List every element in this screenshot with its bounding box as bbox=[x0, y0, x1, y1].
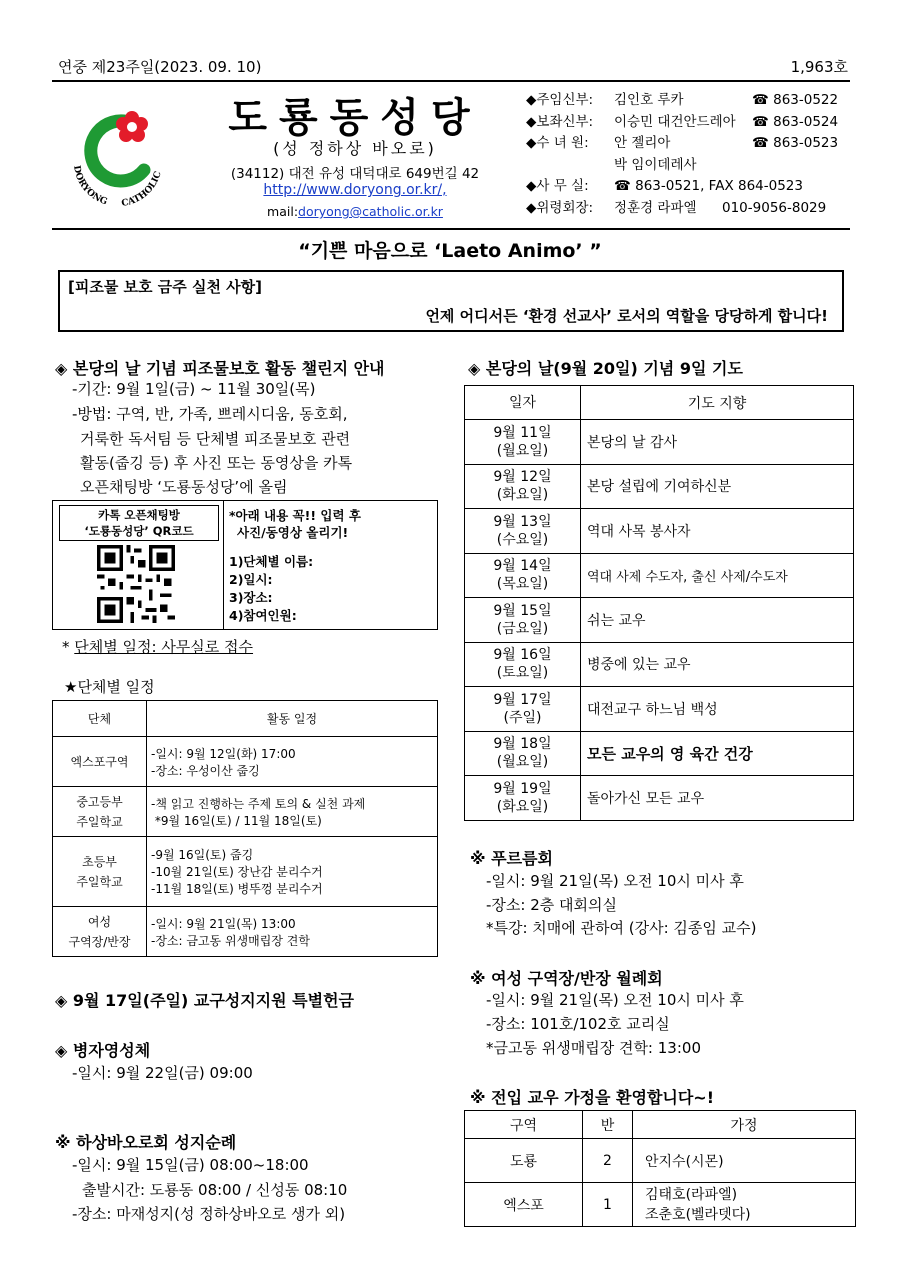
welcome-title: ※ 전입 교우 가정을 환영합니다~! bbox=[470, 1088, 715, 1107]
activity-line: *9월 16일(토) / 11월 18일(토) bbox=[151, 813, 322, 828]
table-header-cell: 구역 bbox=[465, 1111, 583, 1139]
challenge-line: 거룩한 독서팀 등 단체별 피조물보호 관련 bbox=[80, 430, 351, 448]
contact-name: 김인호 루카 bbox=[614, 92, 684, 108]
day-text: (주일) bbox=[503, 709, 542, 726]
challenge-line: 활동(줍깅 등) 후 사진 또는 동영상을 카톡 bbox=[80, 454, 353, 472]
table-header-cell: 가정 bbox=[633, 1111, 856, 1139]
date-cell bbox=[465, 420, 581, 465]
date-text: 9월 14일 bbox=[493, 558, 552, 575]
day-text: (수요일) bbox=[496, 531, 549, 548]
activity-cell bbox=[147, 787, 438, 837]
date-text: 9월 17일 bbox=[493, 691, 552, 708]
table-header-row bbox=[53, 701, 438, 737]
group-cell: 중고등부 주일학교 bbox=[53, 787, 147, 837]
date-cell bbox=[465, 731, 581, 776]
logo-text: DORYONG bbox=[71, 164, 109, 208]
challenge-line: 오픈채팅방 ‘도룡동성당’에 올림 bbox=[80, 478, 288, 496]
intent-cell: 본당 설립에 기여하신분 bbox=[581, 464, 854, 509]
contact-row bbox=[526, 133, 856, 155]
issue-number: 1,963호 bbox=[790, 58, 848, 76]
qr-heading-line: 카톡 오픈채팅방 bbox=[98, 508, 180, 522]
svg-text:CATHOLIC: CATHOLIC bbox=[120, 170, 164, 209]
pilgrimage-title: ※ 하상바오로회 성지순례 bbox=[55, 1133, 237, 1152]
purum-title: ※ 푸르름회 bbox=[470, 849, 553, 868]
schedule-note-text: 단체별 일정: 사무실로 접수 bbox=[74, 638, 254, 656]
activity-line: -11월 18일(토) 병뚜껑 분리수거 bbox=[151, 882, 323, 896]
qr-box bbox=[52, 500, 438, 630]
sick-communion-line: -일시: 9월 22일(금) 09:00 bbox=[72, 1064, 253, 1082]
day-text: (월요일) bbox=[496, 754, 549, 771]
area-cell: 도룡 bbox=[465, 1139, 583, 1183]
group-schedule-title: ★단체별 일정 bbox=[64, 678, 155, 696]
qr-field: 3)장소: bbox=[229, 590, 273, 605]
contact-row bbox=[526, 90, 856, 112]
contact-list bbox=[526, 90, 856, 219]
notice-heading: [피조물 보호 금주 실천 사항] bbox=[68, 278, 262, 296]
slogan: “기쁜 마음으로 ‘Laeto Animo’ ” bbox=[298, 240, 602, 262]
activity-line: -일시: 9월 12일(화) 17:00 bbox=[151, 746, 296, 761]
contact-label: ◆보좌신부: bbox=[526, 113, 594, 130]
table-row bbox=[53, 907, 438, 957]
activity-line: -9월 16일(토) 줍깅 bbox=[151, 848, 254, 862]
date-cell bbox=[465, 509, 581, 554]
mail-line bbox=[205, 204, 505, 219]
header-top-rule bbox=[52, 80, 850, 82]
sick-communion-title: ◈ 병자영성체 bbox=[55, 1041, 151, 1060]
day-text: (월요일) bbox=[496, 442, 549, 459]
table-header-cell: 반 bbox=[583, 1111, 633, 1139]
date-text: 9월 11일 bbox=[493, 424, 552, 441]
area-cell: 엑스포 bbox=[465, 1183, 583, 1227]
contact-name: ☎ 863-0521, FAX 864-0523 bbox=[614, 178, 803, 194]
date-cell bbox=[465, 464, 581, 509]
contact-label: ◆위령회장: bbox=[526, 199, 594, 216]
novena-title: ◈ 본당의 날(9월 20일) 기념 9일 기도 bbox=[468, 359, 743, 378]
contact-label: ◆주임신부: bbox=[526, 92, 594, 108]
intent-cell: 대전교구 하느님 백성 bbox=[581, 687, 854, 732]
table-row bbox=[53, 837, 438, 907]
table-row bbox=[465, 642, 854, 687]
website-line bbox=[205, 182, 505, 198]
contact-name: 이승민 대건안드레아 bbox=[614, 113, 736, 130]
family-cell bbox=[633, 1183, 856, 1227]
contact-name: 안 젤리아 bbox=[614, 135, 671, 151]
date-text: 9월 19일 bbox=[493, 780, 552, 797]
issue-date: 연중 제23주일(2023. 09. 10) bbox=[58, 58, 262, 76]
notice-body: 언제 어디서든 ‘환경 선교사’ 로서의 역할을 당당하게 합니다! bbox=[425, 307, 828, 325]
day-text: (화요일) bbox=[496, 798, 549, 815]
group-cell: 엑스포구역 bbox=[53, 737, 147, 787]
family-name: 안지수(시몬) bbox=[645, 1153, 724, 1170]
activity-line: -책 읽고 진행하는 주제 토의 & 실천 과제 bbox=[151, 796, 366, 811]
date-text: 9월 13일 bbox=[493, 513, 552, 530]
activity-cell bbox=[147, 737, 438, 787]
contact-label: ◆사 무 실: bbox=[526, 178, 589, 194]
intent-cell: 쉬는 교우 bbox=[581, 598, 854, 643]
day-text: (금요일) bbox=[496, 620, 549, 637]
intent-cell: 본당의 날 감사 bbox=[581, 420, 854, 465]
date-text: 9월 12일 bbox=[493, 469, 552, 486]
table-row bbox=[465, 464, 854, 509]
activity-line: -일시: 9월 21일(목) 13:00 bbox=[151, 916, 296, 931]
table-row bbox=[465, 1183, 856, 1227]
intent-cell: 모든 교우의 영 육간 건강 bbox=[581, 731, 854, 776]
qr-note-line: *아래 내용 꼭!! 입력 후 bbox=[229, 508, 361, 523]
schedule-note-prefix: * bbox=[62, 638, 75, 656]
contact-row bbox=[526, 112, 856, 134]
table-header-cell: 활동 일정 bbox=[147, 701, 438, 737]
notice-box bbox=[58, 270, 844, 332]
group-schedule-table bbox=[52, 700, 438, 957]
purum-line: -일시: 9월 21일(목) 오전 10시 미사 후 bbox=[486, 872, 744, 890]
table-row bbox=[465, 731, 854, 776]
qr-note-line: 사진/동영상 올리기! bbox=[237, 525, 349, 540]
table-row bbox=[53, 737, 438, 787]
table-header-row bbox=[465, 386, 854, 420]
activity-line: -10월 21일(토) 장난감 분리수거 bbox=[151, 865, 323, 879]
date-cell bbox=[465, 598, 581, 643]
table-row bbox=[465, 509, 854, 554]
table-row bbox=[465, 420, 854, 465]
intent-cell: 역대 사목 봉사자 bbox=[581, 509, 854, 554]
contact-phone: ☎ 863-0522 bbox=[752, 92, 839, 108]
contact-label: ◆수 녀 원: bbox=[526, 135, 589, 151]
table-row bbox=[465, 598, 854, 643]
qr-field: 2)일시: bbox=[229, 572, 273, 587]
pilgrimage-line: -일시: 9월 15일(금) 08:00~18:00 bbox=[72, 1156, 309, 1174]
qr-fields bbox=[229, 553, 313, 625]
table-header-cell: 일자 bbox=[465, 386, 581, 420]
challenge-title: ◈ 본당의 날 기념 피조물보호 활동 챌린지 안내 bbox=[55, 359, 385, 378]
women-meeting-title: ※ 여성 구역장/반장 월례회 bbox=[470, 969, 663, 988]
pilgrimage-line: -장소: 마재성지(성 정하상바오로 생가 외) bbox=[72, 1205, 346, 1223]
activity-line: -장소: 우성이산 줍깅 bbox=[151, 763, 260, 778]
contact-row bbox=[526, 176, 856, 198]
special-offering: ◈ 9월 17일(주일) 교구성지지원 특별헌금 bbox=[55, 991, 354, 1010]
family-name: 조춘호(벨라뎃다) bbox=[645, 1206, 751, 1223]
contact-row bbox=[526, 155, 856, 177]
parish-name: 도룡동성당 bbox=[228, 94, 482, 141]
ban-cell: 2 bbox=[583, 1139, 633, 1183]
day-text: (목요일) bbox=[496, 576, 549, 593]
women-meeting-line: -일시: 9월 21일(목) 오전 10시 미사 후 bbox=[486, 991, 744, 1009]
activity-cell bbox=[147, 837, 438, 907]
contact-name: 정훈경 라파엘 bbox=[614, 199, 697, 216]
contact-phone: 010-9056-8029 bbox=[722, 199, 827, 216]
date-cell bbox=[465, 687, 581, 732]
schedule-note bbox=[62, 636, 253, 658]
intent-cell: 돌아가신 모든 교우 bbox=[581, 776, 854, 821]
ban-cell: 1 bbox=[583, 1183, 633, 1227]
challenge-line: -방법: 구역, 반, 가족, 쁘레시디움, 동호회, bbox=[72, 405, 348, 423]
challenge-line: -기간: 9월 1일(금) ~ 11월 30일(목) bbox=[72, 380, 316, 398]
group-cell: 초등부 주일학교 bbox=[53, 837, 147, 907]
table-row bbox=[465, 776, 854, 821]
activity-cell bbox=[147, 907, 438, 957]
family-cell bbox=[633, 1139, 856, 1183]
qr-divider bbox=[223, 501, 224, 629]
website-link[interactable]: http://www.doryong.or.kr/, bbox=[263, 182, 447, 198]
intent-cell: 병중에 있는 교우 bbox=[581, 642, 854, 687]
purum-line: -장소: 2층 대회의실 bbox=[486, 896, 617, 914]
qr-field: 4)참여인원: bbox=[229, 608, 297, 623]
contact-phone bbox=[752, 155, 856, 177]
contact-label bbox=[526, 155, 614, 177]
mail-label: mail: bbox=[267, 204, 299, 219]
table-header-row bbox=[465, 1111, 856, 1139]
table-row bbox=[53, 787, 438, 837]
qr-heading bbox=[59, 505, 219, 541]
group-cell: 여성 구역장/반장 bbox=[53, 907, 147, 957]
novena-table bbox=[464, 385, 854, 821]
women-meeting-line: -장소: 101호/102호 교리실 bbox=[486, 1015, 670, 1033]
day-text: (화요일) bbox=[496, 487, 549, 504]
patron-saint: (성 정하상 바오로) bbox=[273, 139, 437, 158]
date-text: 9월 16일 bbox=[493, 647, 552, 664]
date-text: 9월 15일 bbox=[493, 602, 552, 619]
contact-name: 박 임이데레사 bbox=[614, 156, 697, 173]
day-text: (토요일) bbox=[496, 665, 549, 682]
activity-line: -장소: 금고동 위생매립장 견학 bbox=[151, 933, 310, 948]
contact-phone: ☎ 863-0524 bbox=[752, 113, 839, 130]
date-cell bbox=[465, 642, 581, 687]
intent-cell: 역대 사제 수도자, 출신 사제/수도자 bbox=[581, 553, 854, 598]
table-header-cell: 단체 bbox=[53, 701, 147, 737]
date-cell bbox=[465, 553, 581, 598]
mail-link[interactable]: doryong@catholic.or.kr bbox=[298, 204, 443, 219]
table-row bbox=[465, 553, 854, 598]
contact-row bbox=[526, 198, 856, 220]
family-name: 김태호(라파엘) bbox=[645, 1186, 738, 1203]
qr-note bbox=[229, 507, 361, 541]
qr-heading-line: ‘도룡동성당’ QR코드 bbox=[84, 524, 194, 538]
welcome-table bbox=[464, 1110, 856, 1227]
contact-phone: ☎ 863-0523 bbox=[752, 135, 839, 151]
table-row bbox=[465, 1139, 856, 1183]
qr-code-icon[interactable] bbox=[93, 545, 179, 623]
pilgrimage-line: 출발시간: 도룡동 08:00 / 신성동 08:10 bbox=[82, 1181, 348, 1199]
table-header-cell: 기도 지향 bbox=[581, 386, 854, 420]
header-bottom-rule bbox=[52, 228, 850, 230]
purum-line: *특강: 치매에 관하여 (강사: 김종임 교수) bbox=[486, 919, 757, 937]
parish-logo bbox=[60, 100, 170, 210]
table-row bbox=[465, 687, 854, 732]
date-cell bbox=[465, 776, 581, 821]
parish-address: (34112) 대전 유성 대덕대로 649번길 42 bbox=[230, 166, 480, 182]
women-meeting-line: *금고동 위생매립장 견학: 13:00 bbox=[486, 1039, 701, 1057]
date-text: 9월 18일 bbox=[493, 736, 552, 753]
qr-field: 1)단체별 이름: bbox=[229, 554, 314, 569]
